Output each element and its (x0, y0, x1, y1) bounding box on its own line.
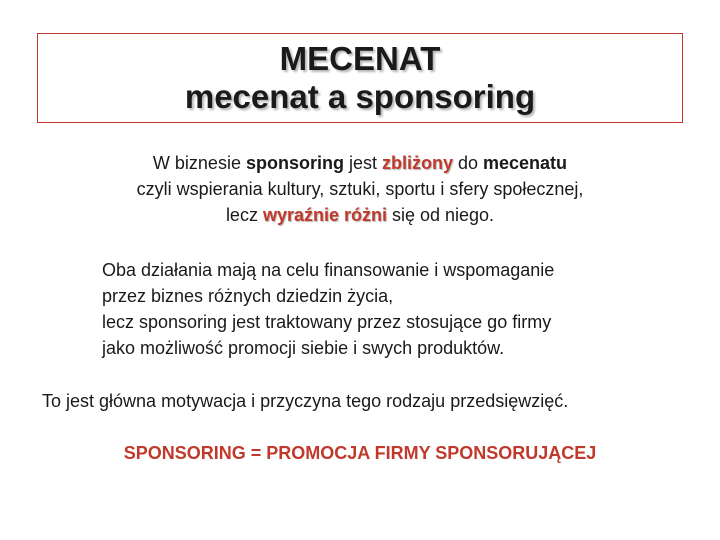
text-segment: W biznesie (152, 153, 246, 173)
paragraph1-line3 (0, 202, 720, 228)
text-segment: się od niego. (386, 205, 495, 225)
paragraph1-line2: czyli wspierania kultury, sztuki, sportu i sfery społecznej, (136, 179, 584, 199)
paragraph3-line: To jest główna motywacja i przyczyna tego rodzaju przedsięwzięć. (42, 391, 569, 411)
keyword-similar: zbliżony (381, 153, 453, 173)
slide-title: MECENAT (279, 40, 441, 77)
paragraph-both-activities (102, 257, 702, 361)
keyword-different: wyraźnie różni (262, 205, 387, 225)
text-segment: lecz (225, 205, 263, 225)
slide-subtitle: mecenat a sponsoring (184, 78, 536, 115)
title-box (37, 33, 683, 123)
paragraph2-line4: jako możliwość promocji siebie i swych produktów. (102, 338, 505, 358)
paragraph1-line1 (0, 150, 720, 176)
conclusion-text: SPONSORING = PROMOCJA FIRMY SPONSORUJĄCEJ (123, 443, 597, 463)
keyword-patronage: mecenatu (483, 153, 568, 173)
text-segment: do (452, 153, 484, 173)
paragraph2-line2: przez biznes różnych dziedzin życia, (102, 286, 394, 306)
paragraph-motivation (42, 388, 702, 414)
keyword-sponsoring: sponsoring (245, 153, 344, 173)
paragraph-sponsoring-vs-patronage (0, 150, 720, 228)
text-segment: jest (343, 153, 382, 173)
paragraph2-line3: lecz sponsoring jest traktowany przez stosujące go firmy (102, 312, 552, 332)
conclusion-statement (0, 440, 720, 466)
paragraph2-line1: Oba działania mają na celu finansowanie i wspomaganie (102, 260, 555, 280)
